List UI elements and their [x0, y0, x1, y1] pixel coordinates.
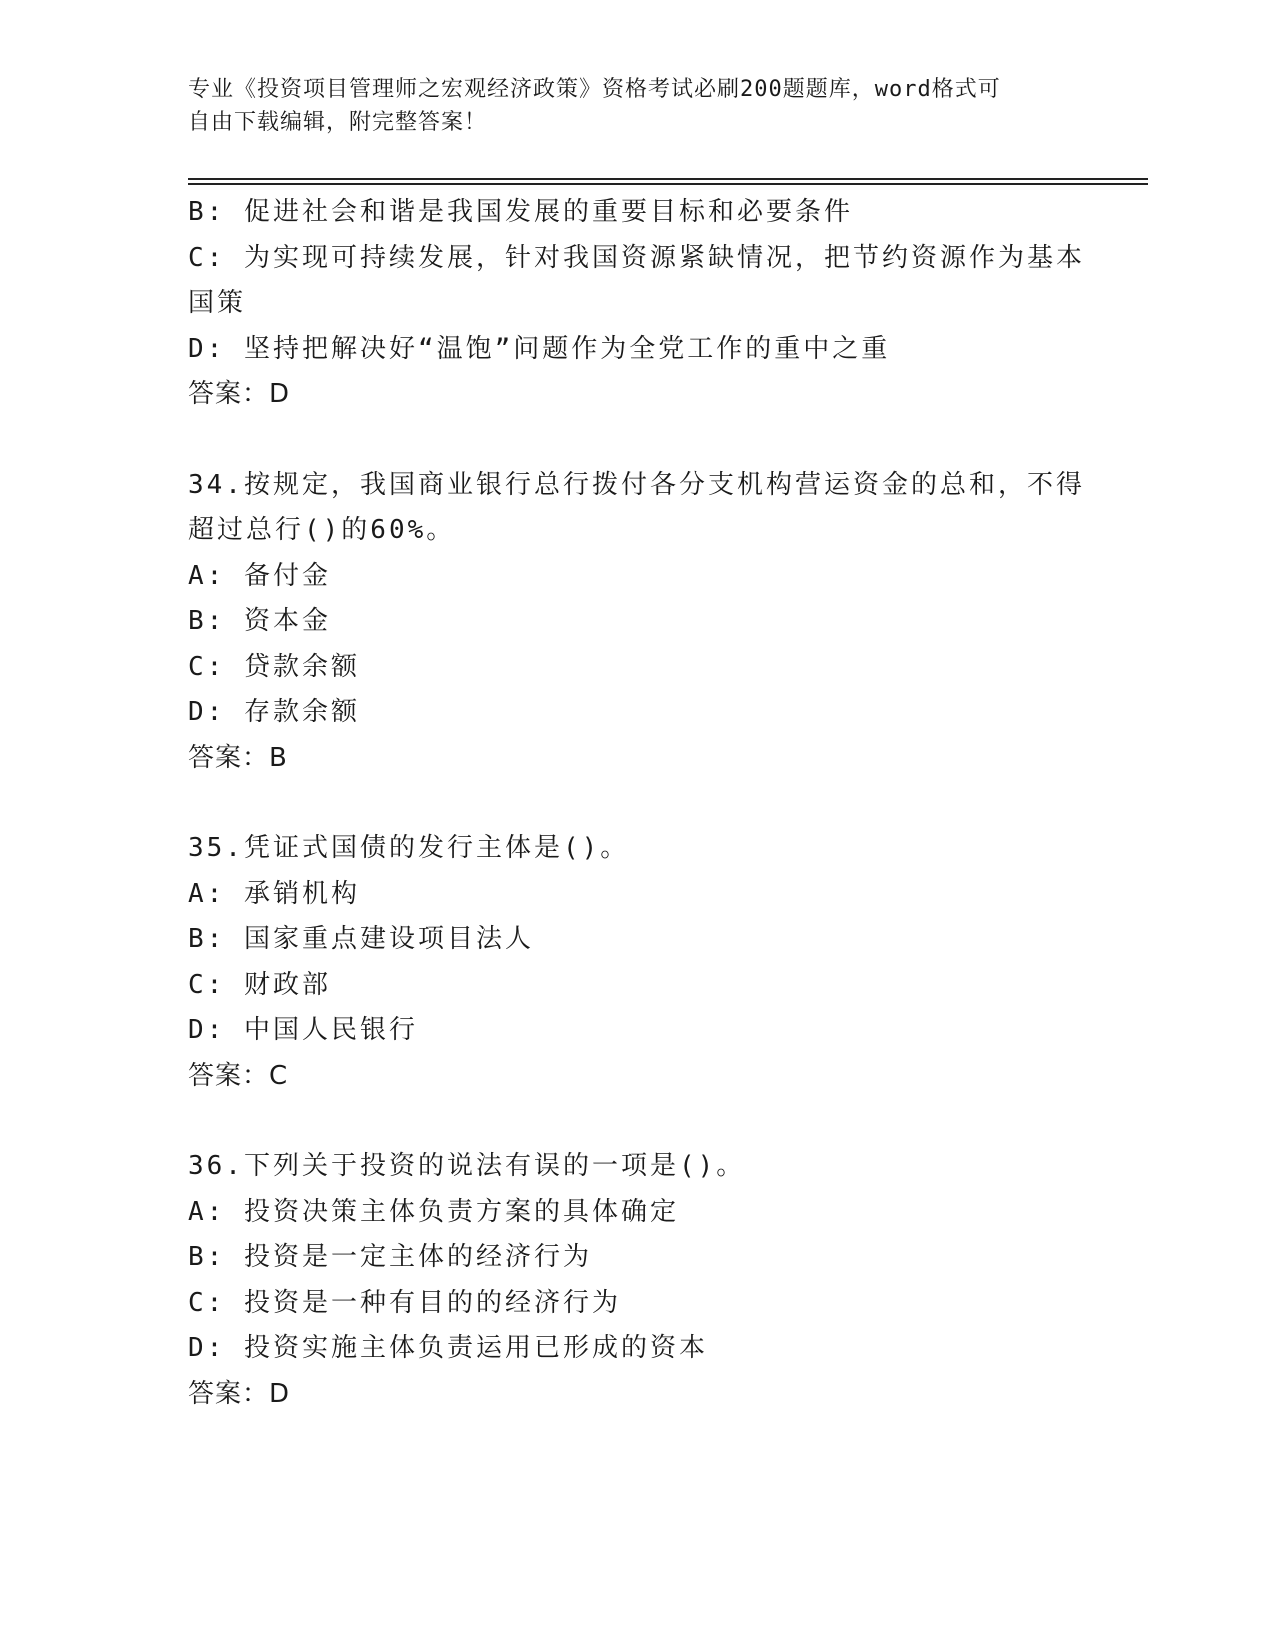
option-b: B: 投资是一定主体的经济行为	[188, 1242, 592, 1272]
option-c: C: 为实现可持续发展，针对我国资源紧缺情况，把节约资源作为基本	[188, 242, 1085, 273]
document-header	[188, 73, 1068, 139]
question-stem: 36.下列关于投资的说法有误的一项是()。	[188, 1151, 746, 1181]
question-36	[188, 1144, 1088, 1417]
option-c: C: 财政部	[188, 969, 331, 1000]
option-d: D: 中国人民银行	[188, 1015, 418, 1045]
header-divider-top	[188, 178, 1148, 180]
answer: 答案：D	[188, 1378, 291, 1409]
option-d: D: 投资实施主体负责运用已形成的资本	[188, 1333, 708, 1363]
document-body	[188, 190, 1088, 1417]
option-a: A: 备付金	[188, 560, 331, 591]
option-b: B: 资本金	[188, 606, 331, 636]
option-c: C: 投资是一种有目的的经济行为	[188, 1287, 621, 1318]
option-c-continued: 国策	[188, 288, 247, 318]
answer: 答案：B	[188, 742, 288, 773]
option-d: D: 存款余额	[188, 697, 360, 727]
option-b: B: 国家重点建设项目法人	[188, 924, 534, 954]
option-d: D: 坚持把解决好“温饱”问题作为全党工作的重中之重	[188, 333, 891, 364]
question-stem: 34.按规定，我国商业银行总行拨付各分支机构营运资金的总和，不得	[188, 469, 1085, 500]
option-c: C: 贷款余额	[188, 651, 360, 682]
option-a: A: 投资决策主体负责方案的具体确定	[188, 1196, 679, 1227]
answer: 答案：D	[188, 379, 291, 409]
question-34	[188, 463, 1088, 782]
header-line-1: 专业《投资项目管理师之宏观经济政策》资格考试必刷200题题库，word格式可	[188, 77, 1001, 102]
question-35	[188, 826, 1088, 1099]
option-b: B: 促进社会和谐是我国发展的重要目标和必要条件	[188, 197, 853, 227]
header-divider-bottom	[188, 183, 1148, 185]
question-stem-continued: 超过总行()的60%。	[188, 515, 456, 545]
option-a: A: 承销机构	[188, 878, 360, 909]
question-stem: 35.凭证式国债的发行主体是()。	[188, 833, 630, 863]
question-33	[188, 190, 1088, 418]
header-line-2: 自由下载编辑，附完整答案！	[188, 110, 488, 135]
answer: 答案：C	[188, 1060, 289, 1091]
